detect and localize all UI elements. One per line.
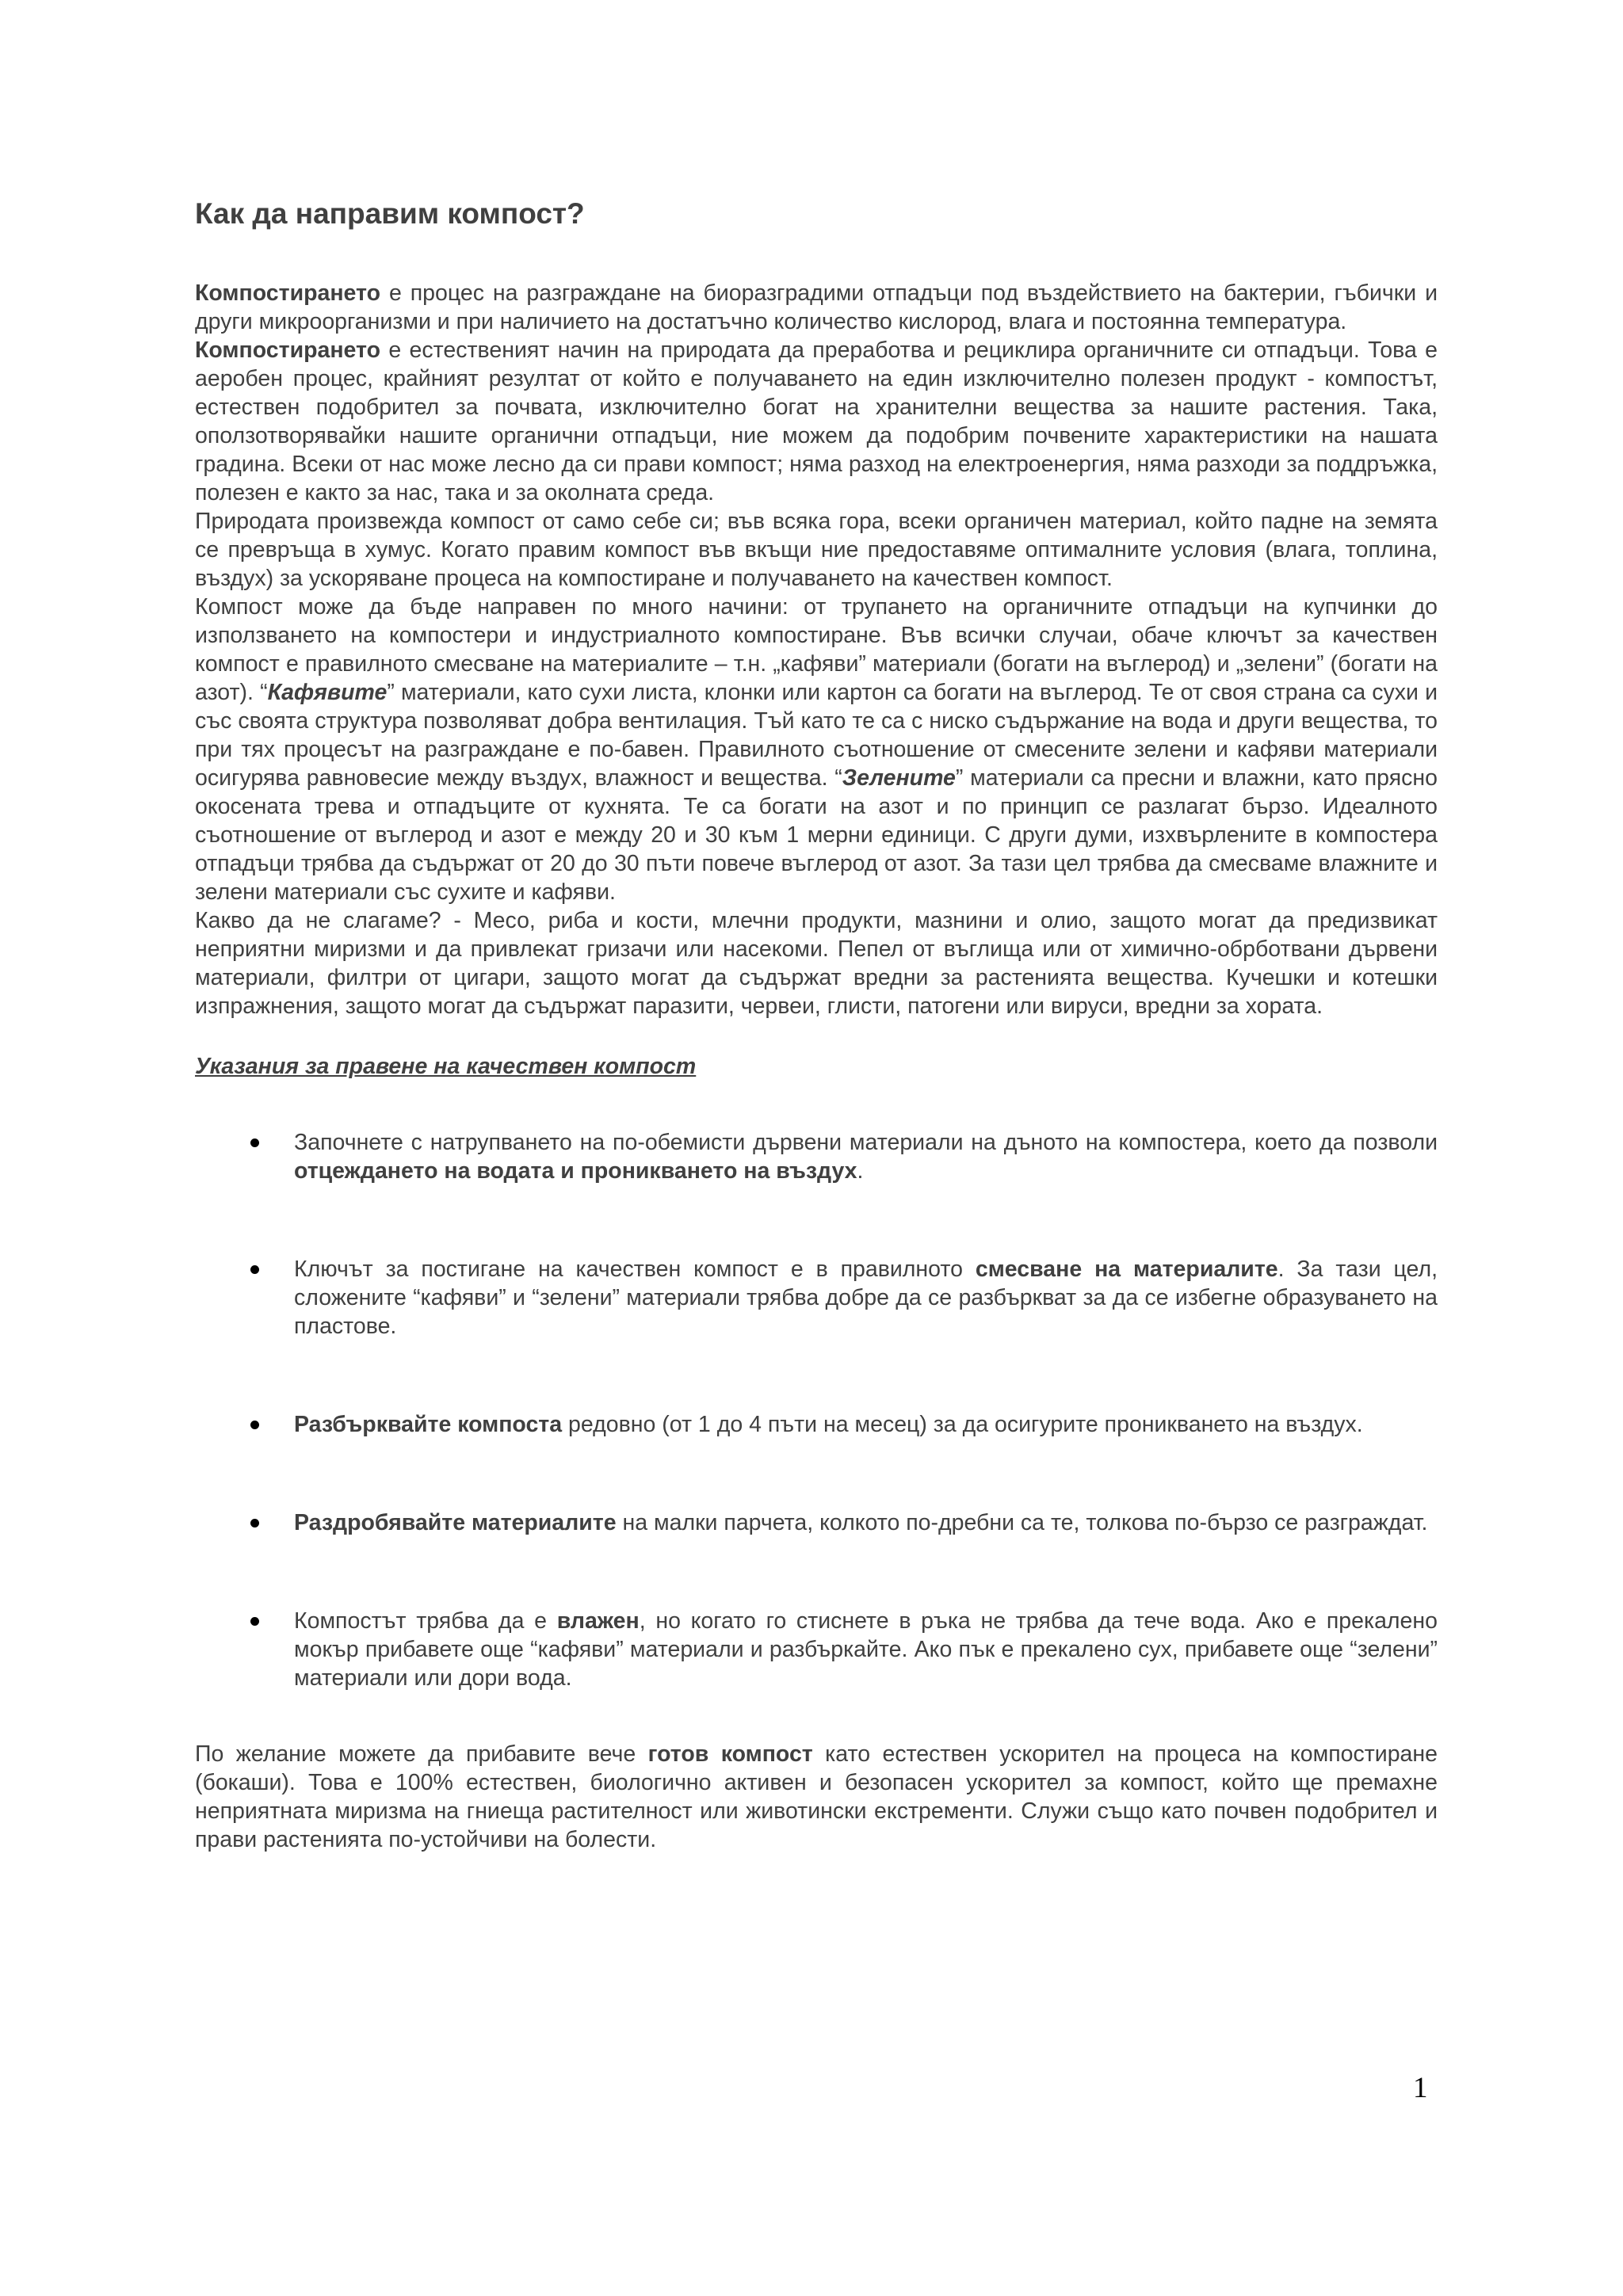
list-item-text: Започнете с натрупването на по-обемисти дървени материали на дъното на компостера, което да позволи (294, 1130, 1438, 1156)
list-item (195, 1128, 1438, 1185)
list-item-text: Компостът трябва да е (294, 1608, 557, 1634)
list-item-text: . За тази цел, сложените “кафяви” и “зелени” материали трябва добре да се разбъркват за да се избегне образуването на пластове. (294, 1257, 1438, 1340)
list-item (195, 1410, 1438, 1439)
paragraph-text: е естественият начин на природата да преработва и рециклира органичните си отпадъци. Това е аеробен процес, крайният резултат от който е получаването на един изключително полезен продукт - компостът, естествен подобрител за почвата, изключително богат на хранителни вещества за нашите растения. Така, оползотворявайки нашите органични отпадъци, ние можем да подобрим почвените характеристики на нашата градина. Всеки от нас може лесно да си прави компост; няма разход на електроенергия, няма разходи за поддръжка, полезен е както за нас, така и за околната среда. (195, 338, 1438, 506)
list-item-text: , но когато го стиснете в ръка не трябва да тече вода. Ако е прекалено мокър прибавете още “кафяви” материали и разбъркайте. Ако пък е прекалено сух, прибавете още “зелени” материали или дори вода. (294, 1608, 1438, 1691)
paragraph-text: като естествен ускорител на процеса на компостиране (бокаши). Това е 100% естествен, биологично активен и безопасен ускорител за компост, който ще премахне неприятната миризма на гниеща растителност или животински екстременти. Служи също като почвен подобрител и прави растенията по-устойчиви на болести. (195, 1741, 1438, 1853)
list-item (195, 1607, 1438, 1692)
list-item-bold: смесване на материалите (975, 1257, 1278, 1283)
list-item-bold: Разбърквайте компоста (294, 1412, 563, 1438)
document-body (195, 196, 1438, 1854)
closing-paragraph (195, 1740, 1438, 1854)
paragraph-text: Компост може да бъде направен по много начини: от трупането на органичните отпадъци на купчинки до използването на компостери и индустриалното компостиране. Във всички случаи, обаче ключът за качествен компост е правилното смесване на материалите – т.н. „кафяви” материали (богати на въглерод) и „зелени” (богати на азот). “ (195, 594, 1438, 706)
list-item-text: редовно (от 1 до 4 пъти на месец) за да осигурите проникването на въздух. (562, 1412, 1363, 1438)
bold-term: готов компост (647, 1741, 813, 1768)
bullet-icon (250, 1519, 259, 1527)
list-item (195, 1508, 1438, 1537)
intro-paragraph-3: Природата произвежда компост от само себе си; във всяка гора, всеки органичен материал, който падне на земята се превръща в хумус. Когато правим компост във вкъщи ние предоставяме оптималните условия (влага, топлина, въздух) за ускоряване процеса на компостиране и получаването на качествен компост. (195, 509, 1438, 592)
list-item-text: . (857, 1158, 864, 1184)
list-item-text: Ключът за постигане на качествен компост е в правилното (294, 1257, 976, 1283)
paragraph-text: е процес на разграждане на биоразградими отпадъци под въздействието на бактерии, гъбички и други микроорганизми и при наличието на достатъчно количество кислород, влага и постоянна температура. (195, 280, 1438, 335)
intro-paragraph-5: Какво да не слагаме? - Месо, риба и кости, млечни продукти, мазнини и олио, защото могат да предизвикат неприятни миризми и да привлекат гризачи или насекоми. Пепел от въглища или от химично-обрботвани дървени материали, филтри от цигари, защото могат да съдържат вредни за растенията вещества. Кучешки и котешки изпражнения, защото могат да съдържат паразити, червеи, глисти, патогени или вируси, вредни за хората. (195, 908, 1438, 1020)
bullet-icon (250, 1421, 259, 1429)
guide-list (195, 1128, 1438, 1692)
document-title: Как да направим компост? (195, 197, 585, 230)
intro-paragraph-4 (195, 593, 1438, 906)
list-item-bold: отцеждането на водата и проникването на въздух (294, 1158, 857, 1184)
paragraph-text: По желание можете да прибавите вече (195, 1741, 648, 1768)
emphasis-green: Зелените (842, 765, 956, 791)
page-number: 1 (1413, 2072, 1428, 2104)
bullet-icon (250, 1265, 259, 1274)
paragraph-text: ” материали са пресни и влажни, като прясно окосената трева и отпадъците от кухнята. Те са богати на азот и по принцип се разлагат бързо. Идеалното съотношение от въглерод и азот е между 20 и 30 към 1 мерни единици. С други думи, изхвърлените в компостера отпадъци трябва да съдържат от 20 до 30 пъти повече въглерод от азот. За тази цел трябва да смесваме влажните и зелени материали със сухите и кафяви. (195, 765, 1438, 906)
list-item-bold: влажен (556, 1608, 640, 1634)
bold-term: Компостирането (195, 338, 381, 364)
paragraph-text: ” материали, като сухи листа, клонки или картон са богати на въглерод. Те от своя страна са сухи и със своята структура позволяват добра вентилация. Тъй като те са с ниско съдържание на вода и други вещества, то при тях процесът на разграждане е по-бавен. Правилното съотношение от смесените зелени и кафяви материали осигурява равновесие между въздух, влажност и вещества. “ (195, 680, 1438, 791)
bold-term: Компостирането (195, 280, 381, 307)
list-item-text: на малки парчета, колкото по-дребни са те, толкова по-бързо се разграждат. (616, 1510, 1428, 1536)
list-item-bold: Раздробявайте материалите (294, 1510, 617, 1536)
guide-heading: Указания за правене на качествен компост (195, 1054, 697, 1080)
emphasis-brown: Кафявите (267, 680, 388, 706)
bullet-icon (250, 1138, 259, 1147)
list-item (195, 1255, 1438, 1341)
bullet-icon (250, 1617, 259, 1626)
intro-paragraph-2 (195, 336, 1438, 507)
intro-paragraph-1 (195, 279, 1438, 336)
